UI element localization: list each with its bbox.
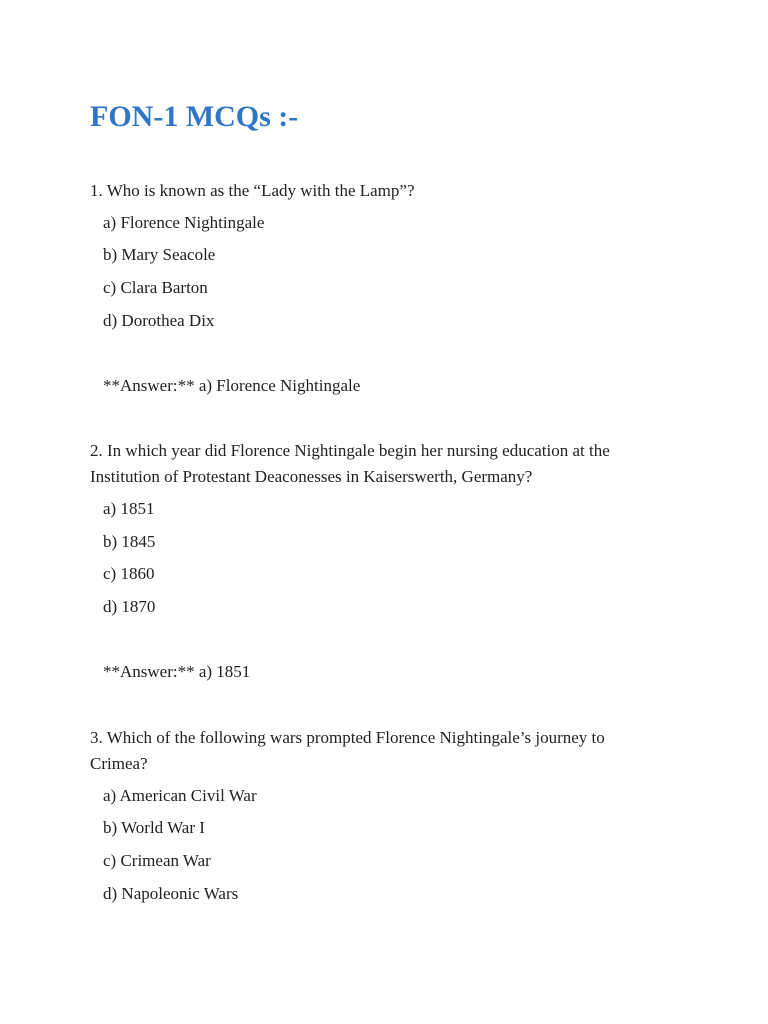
question-3-text: 3. Which of the following wars prompted Florence Nightingale’s journey to Crimea? bbox=[90, 728, 605, 773]
question-2-option-d: d) 1870 bbox=[103, 597, 156, 616]
question-3-option-a: a) American Civil War bbox=[103, 786, 257, 805]
document-title: FON-1 MCQs :- bbox=[90, 100, 299, 133]
question-2-option-c: c) 1860 bbox=[103, 564, 155, 583]
question-1-option-a: a) Florence Nightingale bbox=[103, 213, 265, 232]
question-1-option-d: d) Dorothea Dix bbox=[103, 311, 215, 330]
question-2-option-b: b) 1845 bbox=[103, 532, 156, 551]
question-2-option-a: a) 1851 bbox=[103, 499, 155, 518]
question-3-option-b: b) World War I bbox=[103, 818, 205, 837]
question-1-option-c: c) Clara Barton bbox=[103, 278, 208, 297]
question-3-option-c: c) Crimean War bbox=[103, 851, 211, 870]
question-3-option-d: d) Napoleonic Wars bbox=[103, 884, 239, 903]
question-2-answer: **Answer:** a) 1851 bbox=[103, 662, 251, 681]
question-1-text: 1. Who is known as the “Lady with the Lamp”? bbox=[90, 181, 415, 200]
question-1-answer: **Answer:** a) Florence Nightingale bbox=[103, 376, 361, 395]
question-1-option-b: b) Mary Seacole bbox=[103, 245, 216, 264]
question-2-text: 2. In which year did Florence Nightingale begin her nursing education at the Institution of Protestant Deaconesses in Kaiserswerth, Germany? bbox=[90, 441, 610, 486]
